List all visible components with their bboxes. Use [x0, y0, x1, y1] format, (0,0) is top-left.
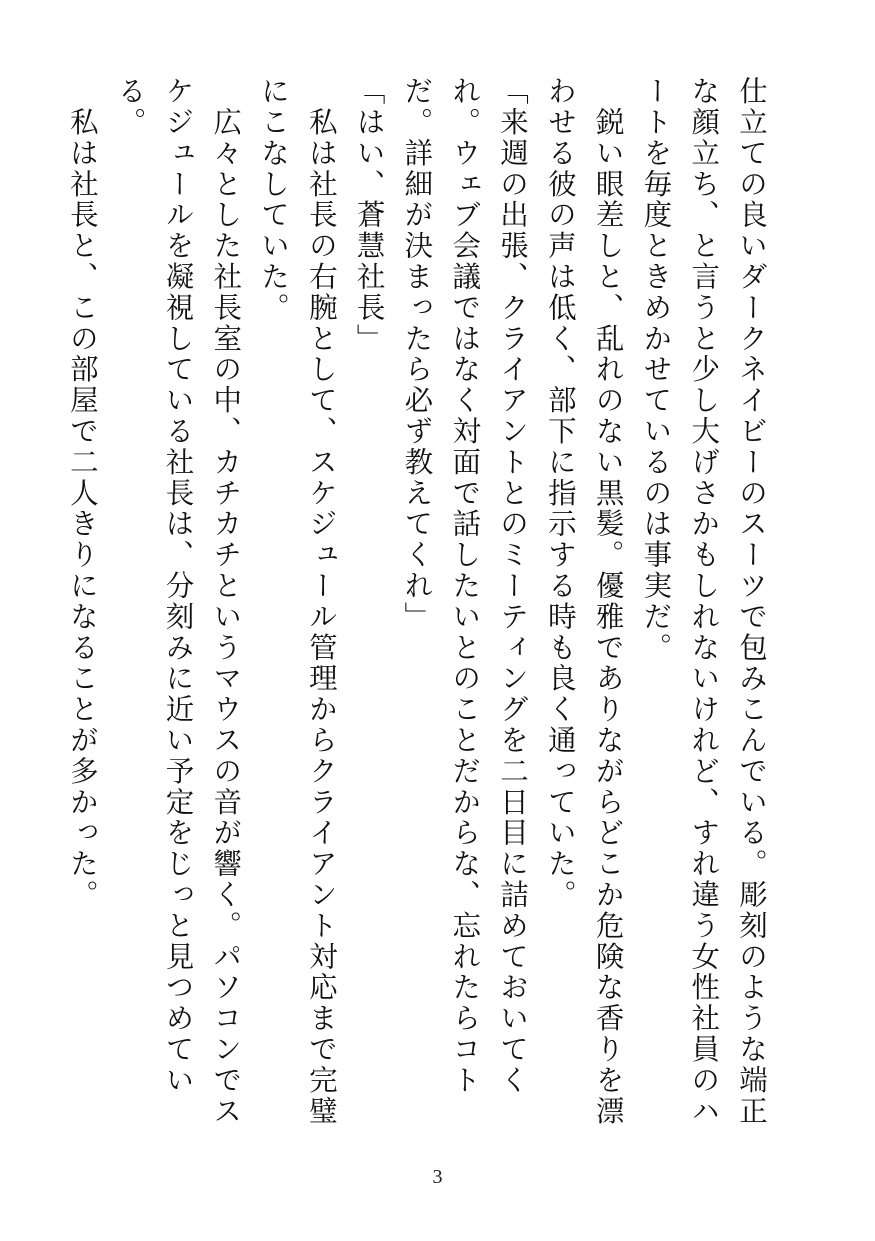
- paragraph-1: 仕立ての良いダークネイビーのスーツで包みこんでいる。彫刻のような端正な顔立ち、と言うと少し大げさかもしれないけれど、すれ違う女性社員のハートを毎度ときめかせているのは事実だ。: [639, 76, 768, 1127]
- page-number: 3: [432, 1166, 443, 1188]
- paragraph-7: 私は社長と、この部屋で二人きりになることが多かった。: [65, 76, 99, 911]
- paragraph-6: 広々とした社長室の中、カチカチというマウスの音が響く。パソコンでスケジュールを凝視している社長は、分刻みに近い予定をじっと見つめている。: [113, 76, 243, 1127]
- paragraph-5: 私は社長の右腕として、スケジュール管理からクライアント対応まで完璧にこなしていた。: [257, 76, 338, 1127]
- body-text: [65, 76, 775, 1146]
- paragraph-4: 「はい、蒼慧社長」: [352, 76, 386, 355]
- paragraph-3: 「来週の出張、クライアントとのミーティングを二日目に詰めておいてくれ。ウェブ会議ではなく対面で話したいとのことだからな、忘れたらコトだ。詳細が決まったら必ず教えてくれ」: [400, 76, 530, 1096]
- paragraph-2: 鋭い眼差しと、乱れのない黒髪。優雅でありながらどこか危険な香りを漂わせる彼の声は低く、部下に指示する時も良く通っていた。: [543, 76, 625, 1127]
